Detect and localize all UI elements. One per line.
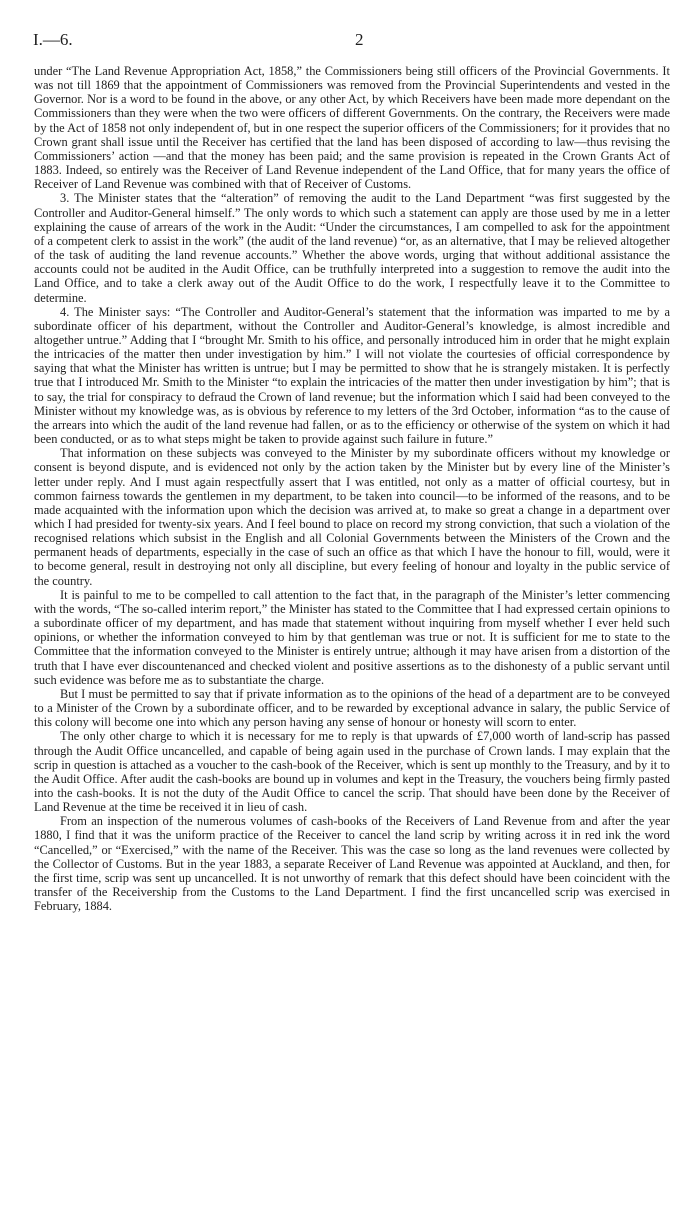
paragraph-interim-report: It is painful to me to be compelled to call attention to the fact that, in the paragraph of the Minister’s letter commencing with the words, “The so-called interim report,” the Minister has stated to the Committee that I had expressed certain opinions to a subordinate officer of my department, and has made that statement without inquiring from myself whether I ever held such opinions, or whether the information conveyed to him by that gentleman was true or not. It is sufficient for me to state to the Committee that the information conveyed to the Minister is entirely untrue; although it may have arisen from a distortion of the truth that I have ever discountenanced and checked violent and positive assertions as to the dishonesty of a public servant until such evidence was before me as to substantiate the charge. <box>34 587 670 687</box>
paragraph-point-3: 3. The Minister states that the “alteration” of removing the audit to the Land Department “was first suggested by the Controller and Auditor-General himself.” The only words to which such a statement can apply are those used by me in a letter explaining the cause of arrears of the work in the Audit: “Under the circumstances, I am compelled to ask for the appointment of a competent clerk to assist in the work” (the audit of the land revenue) “or, as an alternative, that I may be relieved altogether of the task of auditing the land revenue accounts.” Whether the above words, urging that without additional assistance the accounts could not be audited in the Audit Office, can be truthfully interpreted into a suggestion to remove the audit into the Land Office, and to take a clerk away out of the Audit Office to do the work, I respectfully leave it to the Committee to determine. <box>34 191 670 305</box>
document-body <box>34 64 670 913</box>
paragraph-continuation: under “The Land Revenue Appropriation Act, 1858,” the Commissioners being still officers of the Provincial Governments. It was not till 1869 that the appointment of Commissioners was removed from the Provincial Superintendents and vested in the Governor. Nor is a word to be found in the above, or any other Act, by which Receivers have been made more dependant on the Commissioners than they were when the two were officers of different Governments. On the contrary, the Receivers were made by the Act of 1858 not only independent of, but in one respect the superior officers of the Commissioners; for it provides that no Crown grant shall issue until the Receiver has certified that the land has been disposed of according to law—thus revising the Commissioners’ action —and that the money has been paid; and the same provision is repeated in the Crown Grants Act of 1883. Indeed, so entirely was the Receiver of Land Revenue independent of the Land Office, that for many years the office of Receiver of Land Revenue was combined with that of Receiver of Customs. <box>34 64 670 192</box>
paragraph-cash-books: From an inspection of the numerous volumes of cash-books of the Receivers of Land Revenue from and after the year 1880, I find that it was the uniform practice of the Receiver to cancel the land scrip by writing across it in red ink the word “Cancelled,” or “Exercised,” with the name of the Receiver. This was the case so long as the land revenues were collected by the Collector of Customs. But in the year 1883, a separate Receiver of Land Revenue was appointed at Auckland, and then, for the first time, scrip was sent up uncancelled. It is not unworthy of remark that this defect should have been coincident with the transfer of the Receivership from the Customs to the Land Department. I find the first uncancelled scrip was exercised in February, 1884. <box>34 814 670 914</box>
paragraph-land-scrip: The only other charge to which it is necessary for me to reply is that upwards of £7,000 worth of land-scrip has passed through the Audit Office uncancelled, and capable of being again used in the purchase of Crown lands. I may explain that the scrip in question is attached as a voucher to the cash-book of the Receiver, which is sent up monthly to the Treasury, and by it to the Audit Office. After audit the cash-books are bound up in volumes and kept in the Treasury, the vouchers being firmly pasted into the cash-books. It is not the duty of the Audit Office to cancel the scrip. That should have been done by the Receiver of Land Revenue at the time be received it in lieu of cash. <box>34 729 670 815</box>
page-number: 2 <box>355 30 364 49</box>
document-reference: I.—6. <box>33 30 73 49</box>
paragraph-point-4: 4. The Minister says: “The Controller and Auditor-General’s statement that the information was imparted to me by a subordinate officer of his department, without the Controller and Auditor-General’s knowledge, is almost incredible and altogether untrue.” Adding that I “brought Mr. Smith to his office, and personally introduced him in order that he might explain the intricacies of the matter then under investigation by him.” I will not violate the courtesies of official correspondence by saying that what the Minister has written is untrue; but I may be permitted to show that he is strangely mistaken. It is perfectly true that I introduced Mr. Smith to the Minister “to explain the intricacies of the matter then under investigation by him”; that is to say, the trial for conspiracy to defraud the Crown of land revenue; but the information which I said had been conveyed to the Minister without my knowledge was, as is obvious by reference to my letters of the 3rd October, information “as to the cause of the arrears into which the audit of the land revenue had fallen, or as to the efficiency or otherwise of the system on which it had been conducted, or as to what steps might be taken to provide against such failure in future.” <box>34 304 670 447</box>
paragraph-information: That information on these subjects was conveyed to the Minister by my subordinate officers without my knowledge or consent is beyond dispute, and is evidenced not only by the action taken by the Minister but by every line of the Minister’s letter under reply. And I must again respectfully assert that I was entitled, not only as a matter of official courtesy, but in common fairness towards the gentlemen in my department, to be taken into council—to be informed of the reasons, and to be made acquainted with the information upon which the decision was arrived at, to make so great a change in a department over which I had presided for twenty-six years. And I feel bound to place on record my strong conviction, that such a violation of the recognised relations which subsist in the English and all Colonial Governments between the Ministers of the Crown and the permanent heads of departments, especially in the case of such an office as that which I have the honour to fill, would, were it to become general, result in destroying not only all discipline, but every feeling of honour and loyalty in the public service of the country. <box>34 446 670 588</box>
paragraph-private-information: But I must be permitted to say that if private information as to the opinions of the head of a department are to be conveyed to a Minister of the Crown by a subordinate officer, and to be rewarded by exceptional advance in salary, the public Service of this colony will become one into which any person having any sense of honour or honesty will scorn to enter. <box>34 686 670 730</box>
page-header <box>33 30 669 50</box>
